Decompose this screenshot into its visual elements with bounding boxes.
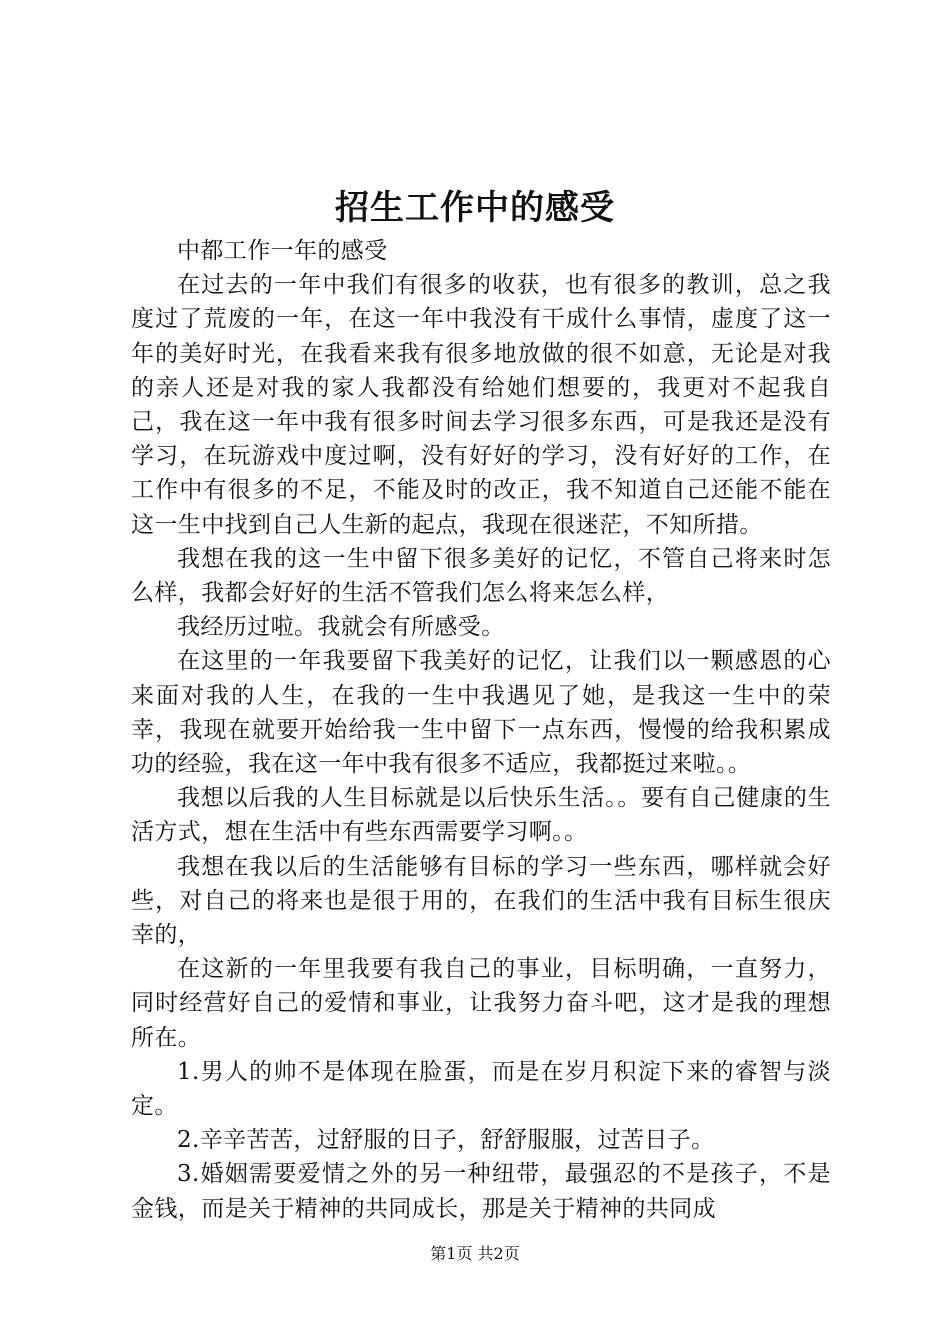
paragraph: 在这新的一年里我要有我自己的事业，目标明确，一直努力，同时经营好自己的爱情和事业，让我努力奋斗吧，这才是我的理想所在。 — [131, 956, 831, 1051]
document-title: 招生工作中的感受 — [335, 188, 615, 228]
paragraph-subtitle: 中都工作一年的感受 — [177, 238, 388, 264]
numbered-item: 2.辛辛苦苦，过舒服的日子，舒舒服服，过苦日子。 — [177, 1127, 715, 1154]
paragraph: 在过去的一年中我们有很多的收获，也有很多的教训，总之我度过了荒废的一年，在这一年中我没有干成什么事情，虚度了这一年的美好时光，在我看来我有很多地放做的很不如意，无论是对我的亲人还是对我的家人我都没有给她们想要的，我更对不起我自己，我在这一年中我有很多时间去学习很多东西，可是我还是没有学习，在玩游戏中度过啊，没有好好的学习，没有好好的工作，在工作中有很多的不足，不能及时的改正，我不知道自己还能不能在这一生中找到自己人生新的起点，我现在很迷茫，不知所措。 — [131, 272, 831, 538]
paragraph: 我想在我的这一生中留下很多美好的记忆，不管自己将来时怎么样，我都会好好的生活不管我们怎么将来怎么样， — [131, 545, 831, 607]
paragraph: 我经历过啦。我就会有所感受。 — [177, 614, 505, 641]
paragraph: 我想以后我的人生目标就是以后快乐生活。。要有自己健康的生活方式，想在生活中有些东西需要学习啊。。 — [131, 785, 831, 846]
numbered-item: 3.婚姻需要爱情之外的另一种纽带，最强忍的不是孩子，不是金钱，而是关于精神的共同成长，那是关于精神的共同成 — [131, 1161, 831, 1222]
document-body — [131, 234, 831, 1226]
page-number-footer: 第1页 共2页 — [430, 1244, 520, 1263]
paragraph: 我想在我以后的生活能够有目标的学习一些东西，哪样就会好些，对自己的将来也是很于用的，在我们的生活中我有目标生很庆幸的， — [131, 853, 831, 949]
paragraph: 在这里的一年我要留下我美好的记忆，让我们以一颗感恩的心来面对我的人生，在我的一生中我遇见了她，是我这一生中的荣幸，我现在就要开始给我一生中留下一点东西，慢慢的给我积累成功的经验，我在这一年中我有很多不适应，我都挺过来啦。。 — [131, 648, 831, 778]
numbered-item: 1.男人的帅不是体现在脸蛋，而是在岁月积淀下来的睿智与淡定。 — [131, 1058, 831, 1120]
